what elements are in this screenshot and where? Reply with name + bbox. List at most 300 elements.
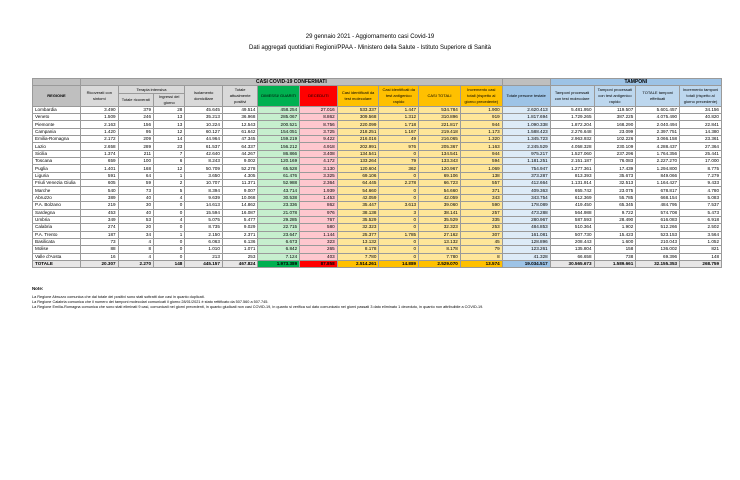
value-cell: 54.660 [337, 187, 379, 194]
value-cell: 14 [154, 136, 185, 143]
region-cell: Basilicata [33, 238, 81, 245]
value-cell: 5.473 [680, 209, 722, 216]
value-cell: 22.715 [258, 224, 300, 231]
value-cell: 557 [460, 180, 502, 187]
value-cell: 257 [460, 209, 502, 216]
col-group-ti: Terapia intensiva [118, 86, 185, 93]
value-cell: 119.507 [594, 106, 636, 113]
col-ti-ingressi: Ingressi del giorno [154, 93, 185, 106]
value-cell: 35.213 [185, 114, 223, 121]
value-cell: 136.002 [636, 246, 680, 253]
value-cell: 34.156 [680, 106, 722, 113]
value-cell: 27.364 [680, 143, 722, 150]
value-cell: 9.422 [300, 136, 338, 143]
value-cell: 849.066 [636, 172, 680, 179]
value-cell: 1.294.800 [636, 165, 680, 172]
value-cell: 187 [81, 231, 119, 238]
value-cell: 11.371 [222, 180, 257, 187]
value-cell: 45 [460, 238, 502, 245]
table-row [33, 224, 722, 231]
value-cell: 2.364 [300, 180, 338, 187]
value-cell: 4.288.437 [636, 143, 680, 150]
value-cell: 4 [154, 216, 185, 223]
region-cell: Umbria [33, 216, 81, 223]
value-cell: 2.163 [81, 121, 119, 128]
value-cell: 9.722 [594, 209, 636, 216]
value-cell: 4.075.490 [636, 114, 680, 121]
value-cell: 4 [118, 238, 153, 245]
value-cell: 5.083 [680, 194, 722, 201]
value-cell: 38.141 [419, 209, 461, 216]
value-cell: 591 [81, 172, 119, 179]
value-cell: 161.081 [502, 231, 550, 238]
table-row [33, 187, 722, 194]
value-cell: 6 [154, 158, 185, 165]
value-cell: 120.967 [419, 165, 461, 172]
table-row [33, 106, 722, 113]
value-cell: 13 [154, 114, 185, 121]
value-cell: 23.647 [258, 231, 300, 238]
value-cell: 343.754 [502, 194, 550, 201]
value-cell: 41.328 [502, 253, 550, 260]
col-tamponi-totale: TOTALE tamponi effettuati [636, 86, 680, 106]
value-cell: 0 [379, 187, 419, 194]
value-cell: 655.742 [550, 187, 594, 194]
region-cell: Lombardia [33, 106, 81, 113]
value-cell: 1.872.204 [550, 121, 594, 128]
value-cell: 2.245.529 [502, 143, 550, 150]
value-cell: 1.164.427 [636, 180, 680, 187]
value-cell: 6.918 [680, 216, 722, 223]
value-cell: 73 [118, 187, 153, 194]
value-cell: 8.756 [300, 121, 338, 128]
value-cell: 3.725 [300, 128, 338, 135]
value-cell: 54.660 [419, 187, 461, 194]
region-cell: Emilia-Romagna [33, 136, 81, 143]
table-row [33, 246, 722, 253]
value-cell: 2.529.070 [419, 260, 461, 267]
col-casi-totali: CASI TOTALI [419, 86, 461, 106]
value-cell: 1.052 [680, 238, 722, 245]
value-cell: 1.312 [379, 114, 419, 121]
value-cell: 412.664 [502, 180, 550, 187]
value-cell: 975.217 [502, 150, 550, 157]
value-cell: 14.380 [680, 128, 722, 135]
value-cell: 35.447 [337, 202, 379, 209]
value-cell: 220.099 [337, 121, 379, 128]
value-cell: 409.363 [502, 187, 550, 194]
value-cell: 158 [594, 246, 636, 253]
value-cell: 510.364 [550, 224, 594, 231]
value-cell: 44.964 [185, 136, 223, 143]
value-cell: 23.075 [594, 187, 636, 194]
table-row [33, 253, 722, 260]
value-cell: 55.785 [594, 194, 636, 201]
value-cell: 178.089 [502, 202, 550, 209]
value-cell: 156.212 [258, 143, 300, 150]
value-cell: 2.150 [185, 231, 223, 238]
region-cell: Lazio [33, 143, 81, 150]
section-tests-header: TAMPONI [550, 79, 721, 86]
region-cell: Sardegna [33, 209, 81, 216]
value-cell: 1.447 [379, 106, 419, 113]
value-cell: 738 [594, 253, 636, 260]
col-isolamento: Isolamento domiciliare [185, 86, 223, 106]
value-cell: 64.337 [222, 143, 257, 150]
covid-data-table [32, 78, 722, 268]
value-cell: 5.601.457 [636, 106, 680, 113]
value-cell: 3.613 [379, 202, 419, 209]
value-cell: 419.450 [550, 202, 594, 209]
value-cell: 1.181.251 [502, 158, 550, 165]
value-cell: 574.708 [636, 209, 680, 216]
value-cell: 3.564 [680, 231, 722, 238]
value-cell: 3.650 [185, 172, 223, 179]
value-cell: 5 [154, 187, 185, 194]
value-cell: 813.393 [550, 172, 594, 179]
value-cell: 590 [460, 202, 502, 209]
value-cell: 1.973.389 [258, 260, 300, 267]
total-row [33, 260, 722, 267]
value-cell: 4 [118, 253, 153, 260]
value-cell: 523.153 [636, 231, 680, 238]
value-cell: 9.639 [185, 194, 223, 201]
table-row [33, 114, 722, 121]
value-cell: 25.441 [680, 150, 722, 157]
value-cell: 23 [154, 143, 185, 150]
value-cell: 205.367 [419, 143, 461, 150]
value-cell: 612.369 [550, 194, 594, 201]
value-cell: 0 [379, 224, 419, 231]
value-cell: 2.658 [81, 143, 119, 150]
value-cell: 35.529 [419, 216, 461, 223]
value-cell: 5.481.950 [550, 106, 594, 113]
value-cell: 14.889 [379, 260, 419, 267]
value-cell: 1.173 [460, 128, 502, 135]
col-ricoverati: Ricoverati con sintomi [81, 86, 119, 106]
value-cell: 0 [379, 172, 419, 179]
value-cell: 30.565.673 [550, 260, 594, 267]
value-cell: 659 [81, 158, 119, 165]
value-cell: 168.290 [594, 121, 636, 128]
value-cell: 66.658 [550, 253, 594, 260]
value-cell: 13.574 [460, 260, 502, 267]
value-cell: 30 [118, 202, 153, 209]
value-cell: 307 [460, 231, 502, 238]
value-cell: 8.178 [419, 246, 461, 253]
value-cell: 20.307 [81, 260, 119, 267]
table-row [33, 231, 722, 238]
value-cell: 39.060 [419, 202, 461, 209]
value-cell: 120.169 [258, 158, 300, 165]
value-cell: 156 [118, 121, 153, 128]
value-cell: 1 [154, 231, 185, 238]
value-cell: 1.900 [460, 106, 502, 113]
value-cell: 944 [460, 150, 502, 157]
value-cell: 6.063 [185, 238, 223, 245]
col-incremento-casi: Incremento casi totali (rispetto al giorno precedente) [460, 86, 502, 106]
value-cell: 976 [379, 143, 419, 150]
col-deceduti: DECEDUTI [300, 86, 338, 106]
value-cell: 52.278 [222, 165, 257, 172]
value-cell: 219 [81, 202, 119, 209]
value-cell: 387.225 [594, 114, 636, 121]
table-row [33, 209, 722, 216]
value-cell: 10.707 [185, 180, 223, 187]
value-cell: 564.988 [550, 209, 594, 216]
value-cell: 38.138 [337, 209, 379, 216]
region-cell: TOTALE [33, 260, 81, 267]
value-cell: 1.163 [460, 143, 502, 150]
value-cell: 65.528 [258, 165, 300, 172]
value-cell: 1.374 [81, 150, 119, 157]
value-cell: 13.132 [337, 238, 379, 245]
table-row [33, 216, 722, 223]
region-cell: Molise [33, 246, 81, 253]
notes-title: Note: [32, 286, 44, 291]
value-cell: 42.640 [185, 150, 223, 157]
value-cell: 50.709 [185, 165, 223, 172]
value-cell: 12 [154, 165, 185, 172]
blank-corner [33, 79, 81, 86]
value-cell: 9.433 [680, 180, 722, 187]
value-cell: 1.144 [300, 231, 338, 238]
value-cell: 3 [379, 209, 419, 216]
value-cell: 1.345.723 [502, 136, 550, 143]
value-cell: 79 [460, 246, 502, 253]
value-cell: 10.224 [185, 121, 223, 128]
value-cell: 310.896 [419, 114, 461, 121]
value-cell: 0 [154, 224, 185, 231]
value-cell: 10.068 [222, 194, 257, 201]
value-cell: 7.124 [258, 253, 300, 260]
value-cell: 323 [300, 238, 338, 245]
value-cell: 211 [118, 150, 153, 157]
value-cell: 4.918 [300, 143, 338, 150]
value-cell: 35.673 [594, 172, 636, 179]
value-cell: 34 [118, 231, 153, 238]
value-cell: 2.172 [81, 136, 119, 143]
value-cell: 208.443 [550, 238, 594, 245]
value-cell: 213 [185, 253, 223, 260]
value-cell: 5.075 [185, 216, 223, 223]
value-cell: 7.780 [419, 253, 461, 260]
value-cell: 335 [460, 216, 502, 223]
value-cell: 40 [118, 194, 153, 201]
value-cell: 23.099 [594, 128, 636, 135]
value-cell: 379 [118, 106, 153, 113]
region-cell: Marche [33, 187, 81, 194]
value-cell: 40 [118, 209, 153, 216]
value-cell: 2.397.751 [636, 128, 680, 135]
region-cell: Veneto [33, 114, 81, 121]
value-cell: 1.600 [594, 238, 636, 245]
value-cell: 0 [379, 246, 419, 253]
value-cell: 95 [118, 128, 153, 135]
value-cell: 0 [154, 253, 185, 260]
value-cell: 587.593 [550, 216, 594, 223]
col-dimessi: DIMESSI/ GUARITI [258, 86, 300, 106]
value-cell: 21.078 [258, 209, 300, 216]
value-cell: 8 [460, 253, 502, 260]
value-cell: 668.154 [636, 194, 680, 201]
value-cell: 0 [379, 238, 419, 245]
value-cell: 473.288 [502, 209, 550, 216]
value-cell: 1.320 [460, 136, 502, 143]
value-cell: 268.759 [680, 260, 722, 267]
value-cell: 23.361 [680, 136, 722, 143]
value-cell: 133.343 [419, 158, 461, 165]
value-cell: 135.804 [550, 246, 594, 253]
value-cell: 0 [154, 238, 185, 245]
value-cell: 533.337 [337, 106, 379, 113]
value-cell: 8.775 [680, 165, 722, 172]
value-cell: 362 [379, 165, 419, 172]
value-cell: 976 [300, 209, 338, 216]
value-cell: 605 [81, 180, 119, 187]
table-row [33, 202, 722, 209]
region-cell: Calabria [33, 224, 81, 231]
value-cell: 5.477 [222, 216, 257, 223]
value-cell: 61.476 [258, 172, 300, 179]
value-cell: 349 [81, 216, 119, 223]
value-cell: 66.723 [419, 180, 461, 187]
table-row [33, 158, 722, 165]
value-cell: 8.243 [185, 158, 223, 165]
value-cell: 9.007 [222, 187, 257, 194]
value-cell: 134.541 [419, 150, 461, 157]
value-cell: 8.735 [185, 224, 223, 231]
value-cell: 7.279 [680, 172, 722, 179]
value-cell: 148 [680, 253, 722, 260]
region-cell: Toscana [33, 158, 81, 165]
value-cell: 16 [81, 253, 119, 260]
value-cell: 453 [81, 209, 119, 216]
value-cell: 1.729.265 [550, 114, 594, 121]
value-cell: 8 [118, 246, 153, 253]
report-subtitle: Dati aggregati quotidiani Regioni/PPAA - Ministero della Salute - Istituto Superiore di Sanità [248, 45, 492, 51]
table-row [33, 172, 722, 179]
value-cell: 40.820 [680, 114, 722, 121]
region-cell: Puglia [33, 165, 81, 172]
report-title: 29 gennaio 2021 - Aggiornamento casi Covid-19 [305, 34, 435, 40]
value-cell: 69.106 [419, 172, 461, 179]
value-cell: 79 [379, 158, 419, 165]
value-cell: 1.010 [185, 246, 223, 253]
table-row [33, 121, 722, 128]
value-cell: 309.568 [337, 114, 379, 121]
blank-persons [502, 79, 550, 86]
value-cell: 616.083 [636, 216, 680, 223]
value-cell: 0 [379, 194, 419, 201]
value-cell: 389 [81, 194, 119, 201]
value-cell: 1.718 [379, 121, 419, 128]
value-cell: 484.853 [502, 224, 550, 231]
value-cell: 32.513 [594, 180, 636, 187]
value-cell: 8.394 [185, 187, 223, 194]
region-cell: Sicilia [33, 150, 81, 157]
notes-section [32, 286, 722, 310]
value-cell: 1 [154, 172, 185, 179]
value-cell: 253 [222, 253, 257, 260]
value-cell: 1.401 [81, 165, 119, 172]
value-cell: 9.029 [222, 224, 257, 231]
value-cell: 4.058.328 [550, 143, 594, 150]
value-cell: 102.226 [594, 136, 636, 143]
value-cell: 274 [81, 224, 119, 231]
value-cell: 4.172 [300, 158, 338, 165]
value-cell: 1.588.423 [502, 128, 550, 135]
value-cell: 14.613 [185, 202, 223, 209]
value-cell: 1.764.356 [636, 150, 680, 157]
value-cell: 14.862 [222, 202, 257, 209]
value-cell: 61.537 [185, 143, 223, 150]
value-cell: 69.106 [337, 172, 379, 179]
value-cell: 49 [379, 136, 419, 143]
value-cell: 9.002 [222, 158, 257, 165]
region-cell: Campania [33, 128, 81, 135]
value-cell: 221.817 [419, 121, 461, 128]
value-cell: 0 [154, 202, 185, 209]
value-cell: 28 [154, 106, 185, 113]
value-cell: 17.439 [594, 165, 636, 172]
value-cell: 59 [118, 180, 153, 187]
value-cell: 2.371 [222, 231, 257, 238]
value-cell: 2.502 [680, 224, 722, 231]
value-cell: 73 [81, 238, 119, 245]
table-row [33, 143, 722, 150]
value-cell: 2.963.932 [550, 136, 594, 143]
value-cell: 0 [154, 246, 185, 253]
value-cell: 36.968 [222, 114, 257, 121]
value-cell: 1.902 [594, 224, 636, 231]
value-cell: 30.538 [258, 194, 300, 201]
value-cell: 1.939 [300, 187, 338, 194]
table-row [33, 150, 722, 157]
value-cell: 458.254 [258, 106, 300, 113]
value-cell: 32.323 [419, 224, 461, 231]
value-cell: 2.278 [379, 180, 419, 187]
value-cell: 3.490 [81, 106, 119, 113]
value-cell: 3.130 [300, 165, 338, 172]
value-cell: 2.276.648 [550, 128, 594, 135]
value-cell: 16.087 [222, 209, 257, 216]
value-cell: 6.673 [258, 238, 300, 245]
col-incremento-tamponi: Incremento tamponi totali (rispetto al giorno precedente) [680, 86, 722, 106]
value-cell: 767 [300, 216, 338, 223]
value-cell: 4.780 [680, 187, 722, 194]
region-cell: Valle d'Aosta [33, 253, 81, 260]
value-cell: 3.066.158 [636, 136, 680, 143]
value-cell: 237.296 [594, 150, 636, 157]
value-cell: 47.345 [222, 136, 257, 143]
value-cell: 168 [118, 165, 153, 172]
section-cases-header: CASI COVID-19 CONFERMATI [81, 79, 503, 86]
value-cell: 2 [154, 180, 185, 187]
col-casi-molecolare: Casi identificati da test molecolare [337, 86, 379, 106]
value-cell: 2.270 [118, 260, 153, 267]
value-cell: 1.527.060 [550, 150, 594, 157]
value-cell: 3.408 [300, 150, 338, 157]
value-cell: 42.059 [337, 194, 379, 201]
value-cell: 484.795 [636, 202, 680, 209]
value-cell: 253 [460, 224, 502, 231]
value-cell: 65.345 [594, 202, 636, 209]
value-cell: 403 [300, 253, 338, 260]
value-cell: 1.090.338 [502, 121, 550, 128]
value-cell: 594 [460, 158, 502, 165]
value-cell: 64.445 [337, 180, 379, 187]
